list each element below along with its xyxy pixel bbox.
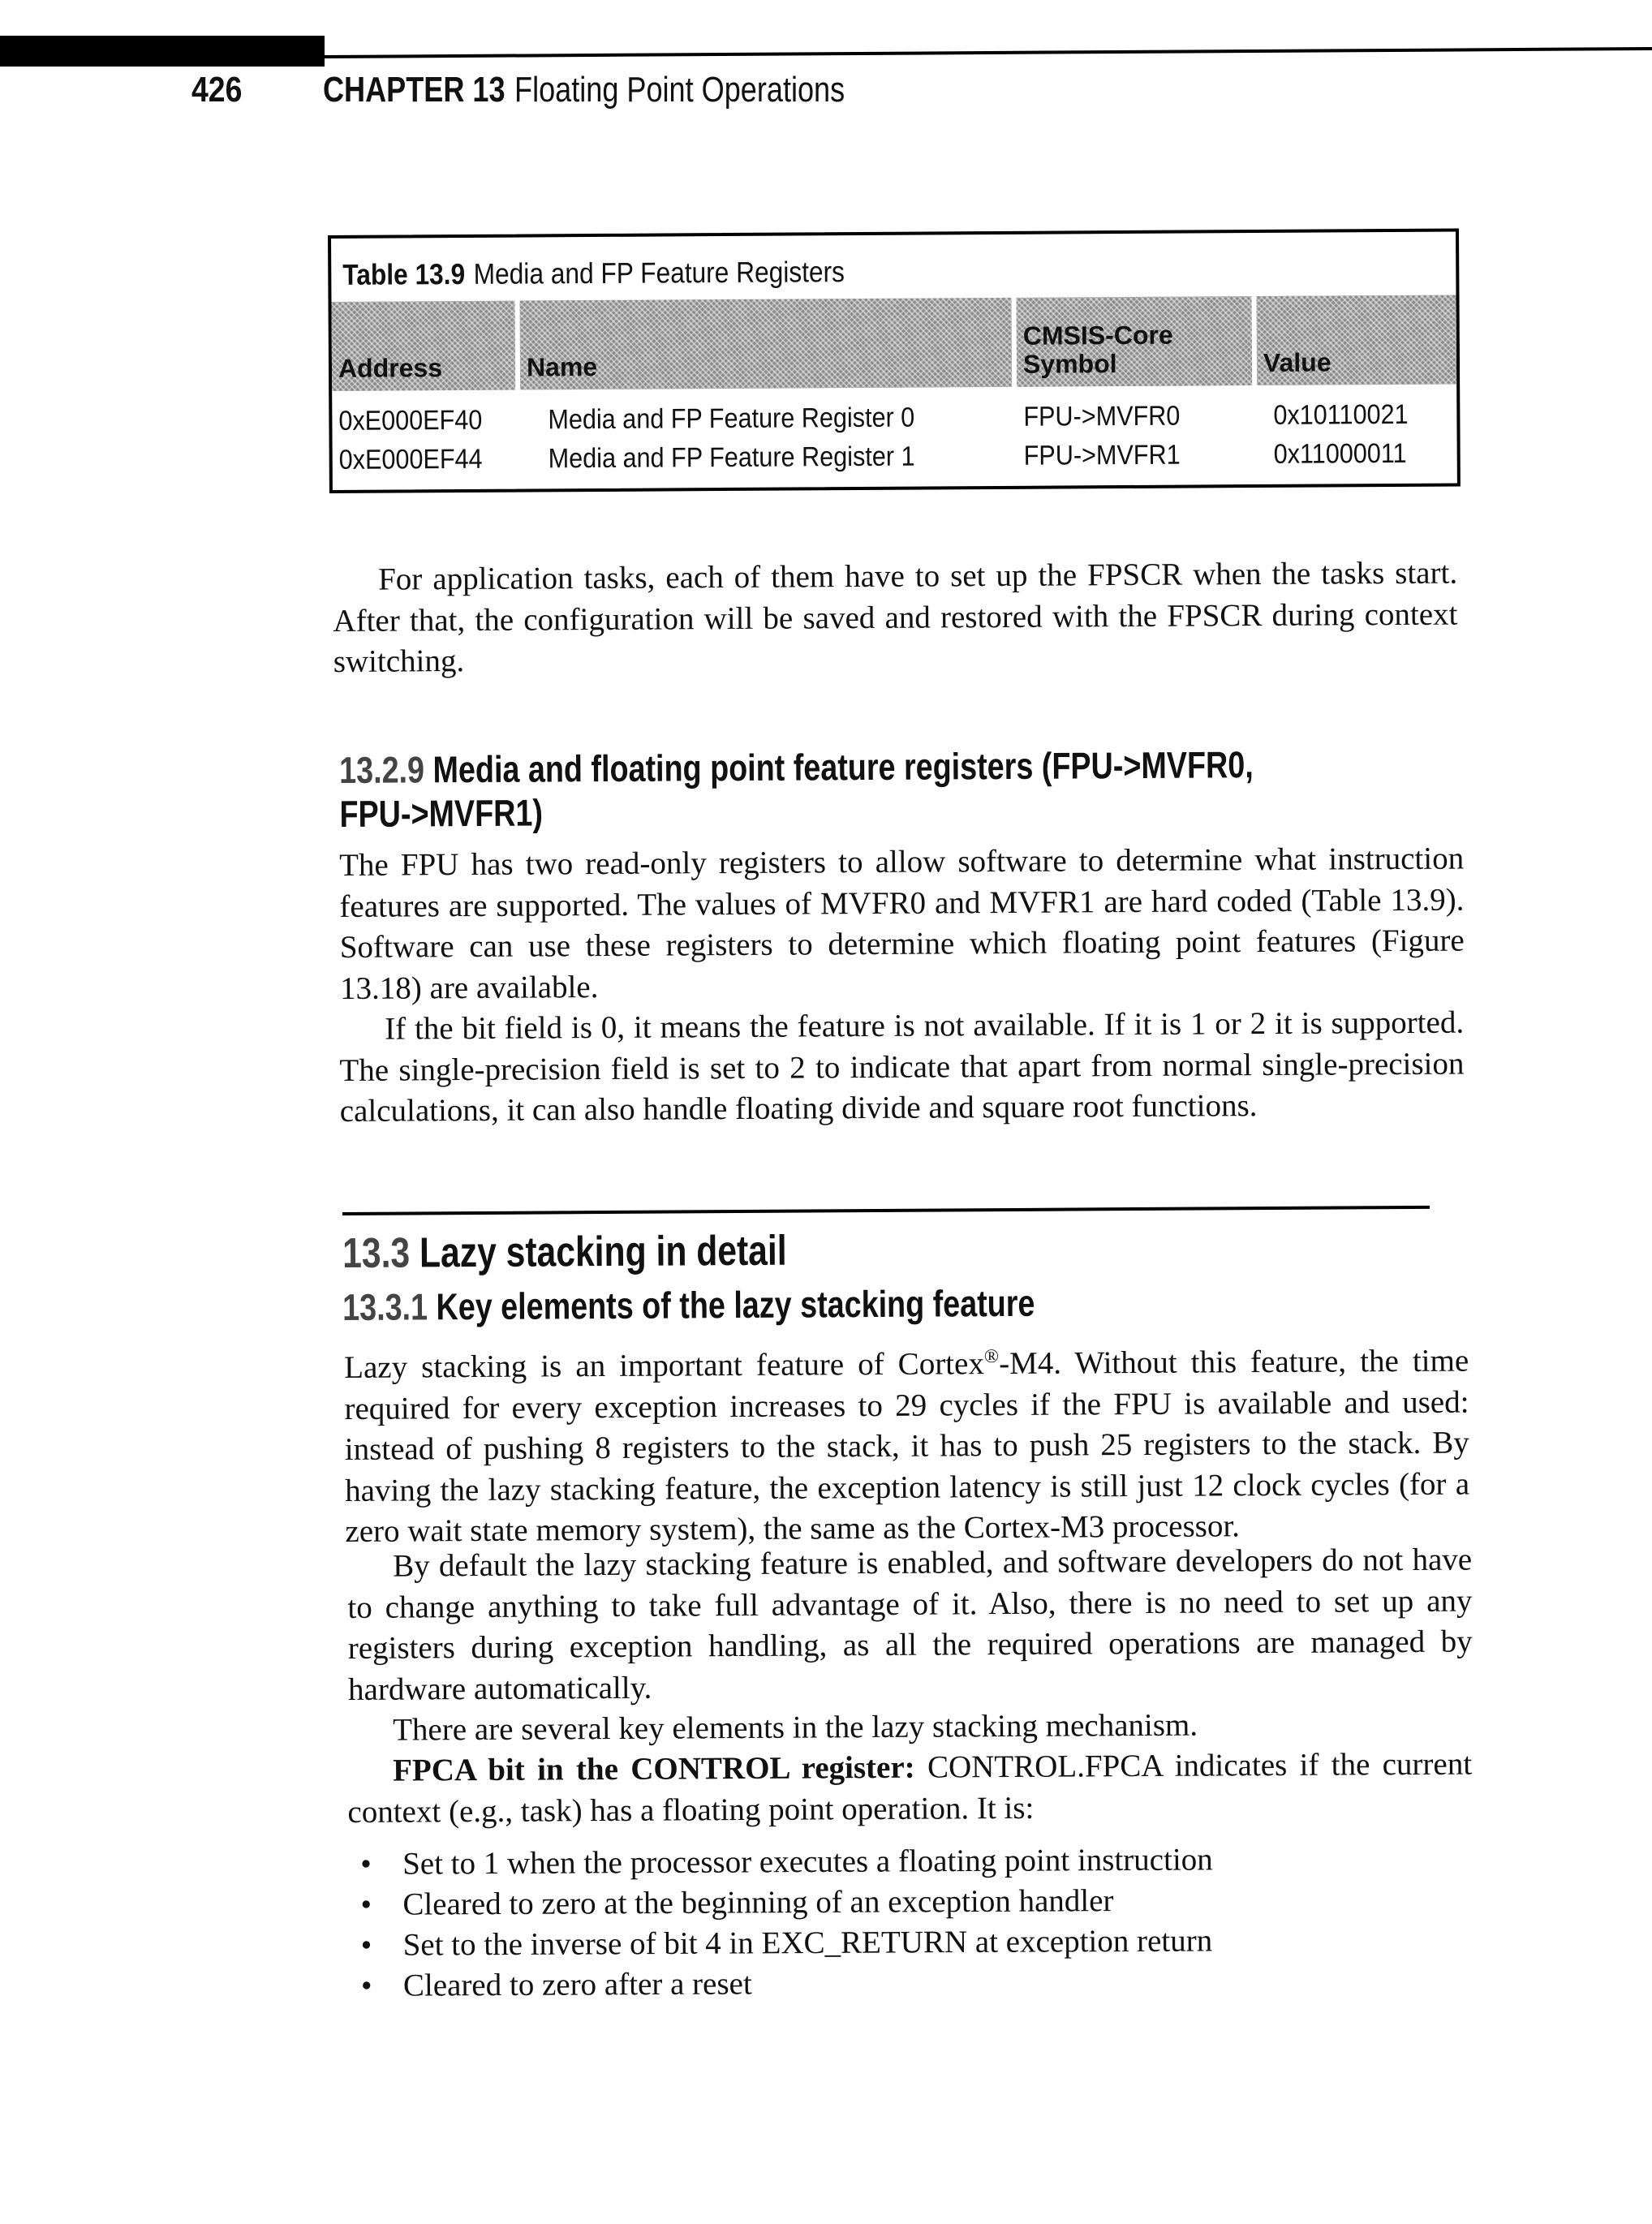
list-item-text: Cleared to zero at the beginning of an exception handler: [402, 1883, 1114, 1922]
table-caption: [342, 255, 845, 292]
table-header-row: [332, 295, 1457, 391]
paragraph-default-enabled: By default the lazy stacking feature is enabled, and software developers do not have to change anything to take full advantage of it. Also, there is no need to set up any registers during exception handling, as all the required operations are managed by hardware automatically.: [347, 1542, 1473, 1707]
bullet-icon: •: [360, 1886, 372, 1922]
list-item: [350, 1921, 1214, 1966]
running-header: [323, 70, 845, 110]
header-rule: [325, 47, 1652, 58]
column-header-symbol-line1: CMSIS-Core: [1022, 320, 1173, 351]
cell-value: 0x10110021: [1273, 398, 1409, 431]
paragraph-mvfr-intro: The FPU has two read-only registers to allow software to determine what instruction features are supported. The values of MVFR0 and MVFR1 are hard coded (Table 13.9). Software can use these registers to determine which floating point features (Figure 13.18) are available.: [339, 841, 1465, 1006]
table-caption-label: Table 13.9: [342, 256, 466, 291]
paragraph-fpscr-tasks: For application tasks, each of them have to set up the FPSCR when the tasks start. After that, the configuration will be saved and restored with the FPSCR during context switching.: [333, 555, 1458, 679]
section-divider: [342, 1206, 1430, 1215]
paragraph-lazy-stacking-intro: [344, 1334, 1470, 1553]
heading-text: Lazy stacking in detail: [419, 1227, 787, 1277]
column-header-name: Name: [519, 298, 1012, 390]
cell-value: 0x11000011: [1273, 437, 1407, 470]
cell-name: Media and FP Feature Register 0: [548, 402, 915, 436]
paragraph-key-elements: There are several key elements in the lazy stacking mechanism.: [393, 1707, 1198, 1748]
paragraph-text-continued: -M4. Without this feature, the time required for every exception increases to 29 cycles if the FPU is available and used: instead of pushing 8 registers to the stack, it has to push 25 registers to the stack. By having the lazy stacking feature, the exception latency is still just 12 clock cycles (for a zero wait state memory system), the same as the Cortex-M3 processor.: [344, 1343, 1470, 1549]
chapter-label: CHAPTER 13: [323, 70, 505, 110]
cell-symbol: FPU->MVFR1: [1023, 439, 1181, 471]
cell-address: 0xE000EF40: [338, 404, 483, 437]
page-number: 426: [191, 70, 243, 110]
bullet-icon: •: [360, 1846, 372, 1882]
term-fpca-bit: FPCA bit in the CONTROL register:: [393, 1749, 915, 1788]
heading-text: Media and floating point feature registers (FPU->MVFR0,: [432, 743, 1254, 791]
table-row: [332, 399, 1456, 445]
chapter-title: Floating Point Operations: [514, 70, 845, 110]
column-header-symbol-line2: Symbol: [1022, 348, 1117, 379]
paragraph-fpca-bit: [347, 1744, 1473, 1833]
list-item: [350, 1961, 1214, 2007]
cell-address: 0xE000EF44: [338, 443, 483, 475]
heading-text-continued: FPU->MVFR1): [339, 791, 544, 835]
column-header-value: Value: [1256, 295, 1456, 386]
fpca-behavior-list: [349, 1839, 1214, 2007]
column-header-address: Address: [332, 301, 516, 391]
cell-name: Media and FP Feature Register 1: [548, 441, 915, 475]
paragraph-bit-field: If the bit field is 0, it means the feature is not available. If it is 1 or 2 it is supported. The single-precision field is set to 2 to indicate that apart from normal single-precision calculations, it can also handle floating divide and square root functions.: [339, 1004, 1465, 1129]
registered-mark: ®: [983, 1346, 1000, 1368]
table-caption-title: Media and FP Feature Registers: [473, 255, 845, 290]
cell-symbol: FPU->MVFR0: [1023, 400, 1181, 432]
paragraph-text: Lazy stacking is an important feature of Cortex: [344, 1346, 985, 1385]
heading-number: 13.3.1: [342, 1285, 428, 1328]
bullet-icon: •: [360, 1927, 372, 1963]
list-item-text: Set to the inverse of bit 4 in EXC_RETURN at exception return: [402, 1923, 1213, 1963]
heading-13-3-1: [342, 1281, 1035, 1329]
paragraph-text: CONTROL.FPCA indicates if the current context (e.g., task) has a floating point operation. It is:: [347, 1746, 1473, 1830]
heading-number: 13.3: [342, 1229, 411, 1277]
column-header-symbol: [1016, 296, 1252, 387]
list-item-text: Set to 1 when the processor executes a floating point instruction: [402, 1842, 1213, 1882]
heading-13-3: [342, 1229, 787, 1275]
heading-text: Key elements of the lazy stacking feature: [436, 1281, 1035, 1328]
list-item-text: Cleared to zero after a reset: [402, 1966, 752, 2003]
list-item: [349, 1839, 1213, 1885]
list-item: [349, 1880, 1213, 1925]
feature-registers-table: [328, 228, 1461, 493]
table-row: [333, 438, 1457, 484]
bullet-icon: •: [360, 1968, 372, 2003]
heading-number: 13.2.9: [339, 748, 425, 791]
heading-13-2-9: [339, 742, 1254, 836]
header-black-bar: [0, 36, 325, 67]
